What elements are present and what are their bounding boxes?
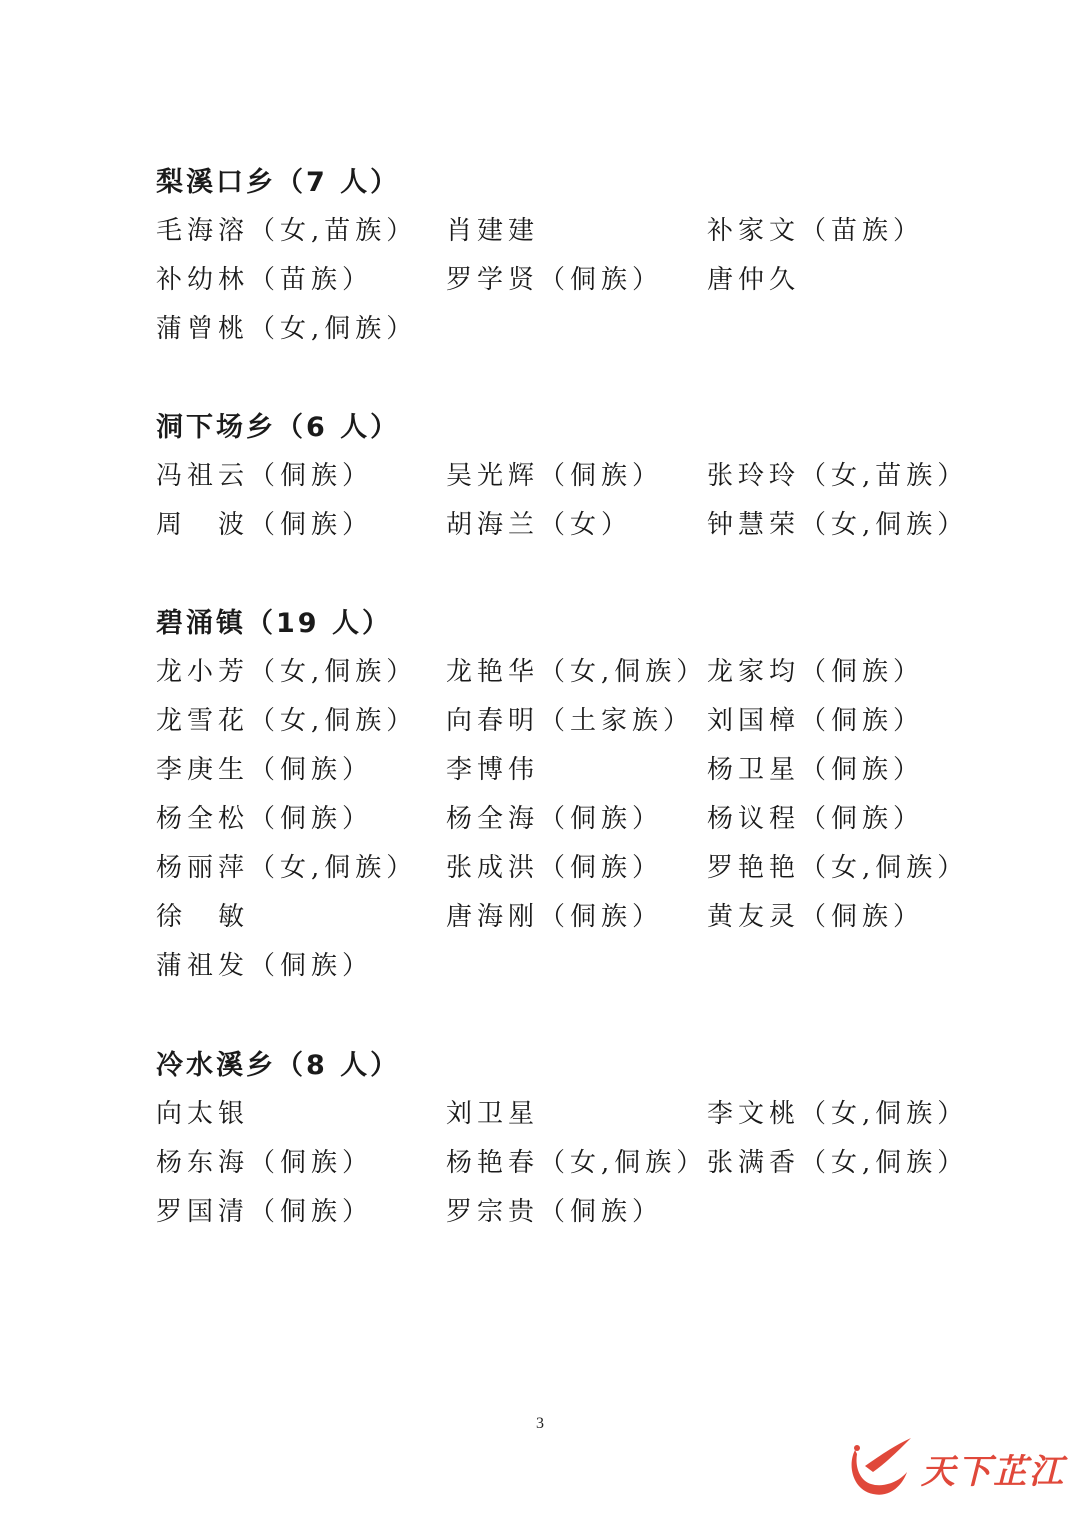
name-entry: 龙家均（侗族） <box>707 657 925 687</box>
page-number: 3 <box>536 1415 544 1432</box>
name-entry: 杨全松（侗族） <box>156 804 374 834</box>
name-row <box>156 1188 1016 1237</box>
name-entry: 罗国清（侗族） <box>156 1197 374 1227</box>
name-entry: 徐 敏 <box>156 902 250 932</box>
name-entry: 唐海刚（侗族） <box>446 902 664 932</box>
name-entry: 龙艳华（女,侗族） <box>446 657 708 687</box>
name-entry: 李庚生（侗族） <box>156 755 374 785</box>
name-entry: 龙雪花（女,侗族） <box>156 706 418 736</box>
name-entry: 罗艳艳（女,侗族） <box>707 853 969 883</box>
name-entry: 杨卫星（侗族） <box>707 755 925 785</box>
name-entry: 李文桃（女,侗族） <box>707 1099 969 1129</box>
name-entry: 肖建建 <box>446 216 540 246</box>
name-row <box>156 746 1016 795</box>
name-entry: 杨议程（侗族） <box>707 804 925 834</box>
name-entry: 张玲玲（女,苗族） <box>707 461 969 491</box>
name-entry: 杨全海（侗族） <box>446 804 664 834</box>
name-entry: 补幼林（苗族） <box>156 265 374 295</box>
name-row <box>156 942 1016 991</box>
name-row <box>156 1139 1016 1188</box>
name-entry: 补家文（苗族） <box>707 216 925 246</box>
section-lengshuixi <box>156 1041 1016 1237</box>
name-entry: 杨丽萍（女,侗族） <box>156 853 418 883</box>
section-title: 洞下场乡（6 人） <box>156 412 401 443</box>
name-row <box>156 452 1016 501</box>
section-title: 梨溪口乡（7 人） <box>156 167 401 198</box>
name-entry: 杨东海（侗族） <box>156 1148 374 1178</box>
name-row <box>156 256 1016 305</box>
name-row <box>156 648 1016 697</box>
name-row <box>156 305 1016 354</box>
name-row <box>156 501 1016 550</box>
name-row <box>156 795 1016 844</box>
name-entry: 刘卫星 <box>446 1099 540 1129</box>
section-biyong <box>156 599 1016 991</box>
name-row <box>156 207 1016 256</box>
name-entry: 吴光辉（侗族） <box>446 461 664 491</box>
name-entry: 钟慧荣（女,侗族） <box>707 510 969 540</box>
watermark-text: 天下芷江 <box>921 1452 1065 1492</box>
name-entry: 胡海兰（女） <box>446 510 633 540</box>
name-entry: 蒲祖发（侗族） <box>156 951 374 981</box>
watermark-logo <box>843 1432 1073 1502</box>
name-row <box>156 697 1016 746</box>
name-entry: 周 波（侗族） <box>156 510 374 540</box>
name-entry: 向太银 <box>156 1099 250 1129</box>
name-entry: 龙小芳（女,侗族） <box>156 657 418 687</box>
name-row <box>156 1090 1016 1139</box>
name-row <box>156 844 1016 893</box>
name-entry: 刘国樟（侗族） <box>707 706 925 736</box>
section-lixikou <box>156 158 1016 354</box>
name-entry: 张成洪（侗族） <box>446 853 664 883</box>
name-row <box>156 893 1016 942</box>
name-entry: 杨艳春（女,侗族） <box>446 1148 708 1178</box>
name-entry: 冯祖云（侗族） <box>156 461 374 491</box>
name-entry: 向春明（土家族） <box>446 706 695 736</box>
section-dongxiachang <box>156 403 1016 550</box>
name-entry: 蒲曾桃（女,侗族） <box>156 314 418 344</box>
name-entry: 毛海溶（女,苗族） <box>156 216 418 246</box>
bird-logo-icon <box>843 1432 915 1502</box>
name-entry: 唐仲久 <box>707 265 801 295</box>
section-title: 碧涌镇（19 人） <box>156 608 392 639</box>
section-title: 冷水溪乡（8 人） <box>156 1050 401 1081</box>
name-entry: 李博伟 <box>446 755 540 785</box>
name-entry: 罗学贤（侗族） <box>446 265 664 295</box>
name-entry: 张满香（女,侗族） <box>707 1148 969 1178</box>
name-entry: 黄友灵（侗族） <box>707 902 925 932</box>
name-entry: 罗宗贵（侗族） <box>446 1197 664 1227</box>
